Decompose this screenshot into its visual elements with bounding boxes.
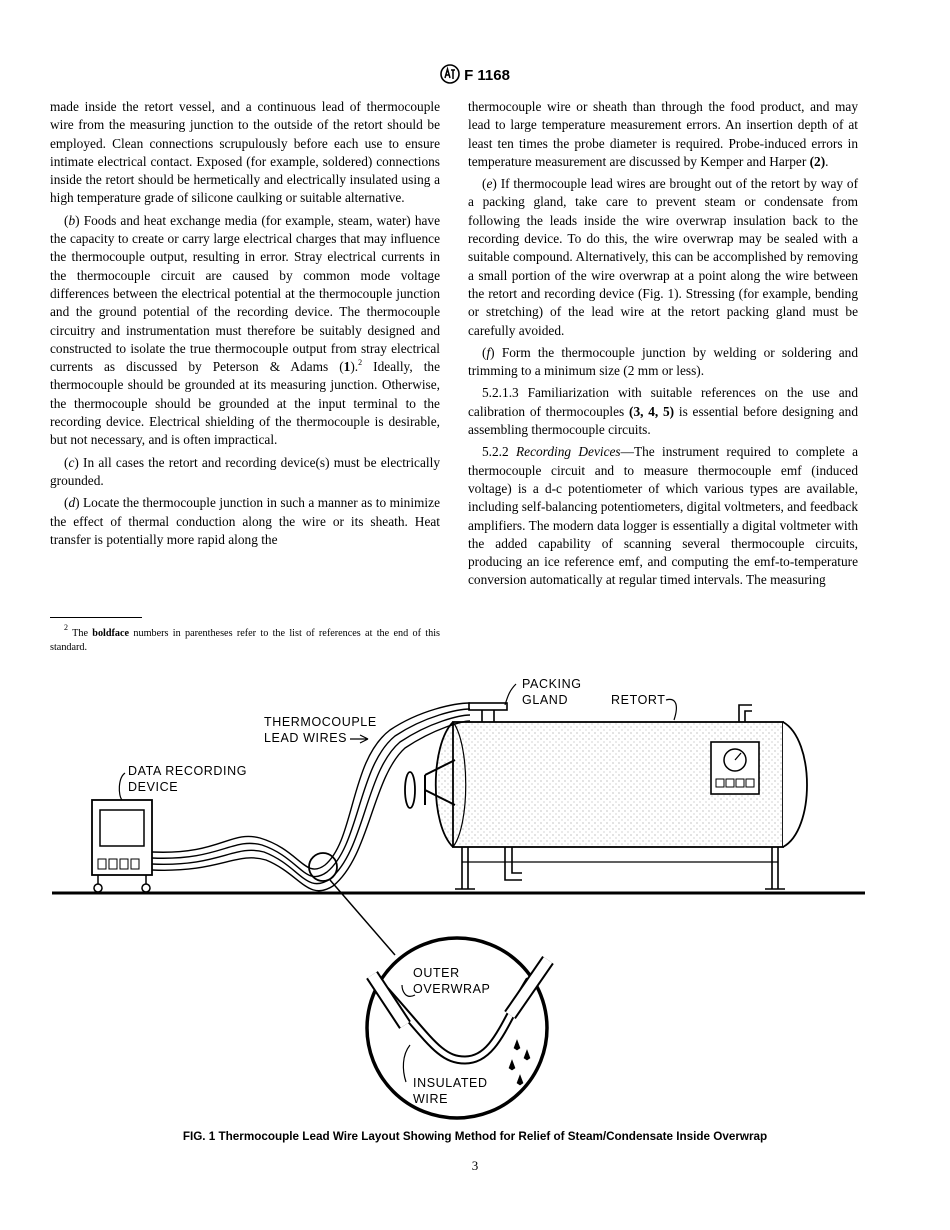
label-retort: RETORT (611, 693, 666, 707)
label-data-recording: DATA RECORDING (128, 764, 248, 778)
data-recording-device (92, 800, 152, 892)
label-device: DEVICE (128, 780, 179, 794)
reference: 1 (343, 359, 351, 375)
retort-vessel (405, 705, 807, 889)
footnote-divider (50, 617, 142, 618)
label-outer: OUTER (413, 966, 460, 980)
reference: (2) (809, 153, 826, 169)
paragraph-b: (b) Foods and heat exchange media (for example, steam, water) have the capacity to create or carry large electrical charges that may influence the thermocouple output, resulting in error. Stray electrical currents in the thermocouple circuit are caused by common mode voltage differences between the electrical potential at the thermocouple junction and the ground potential of the recording device. The thermocouple circuitry and instrumentation must therefore be suitably designed and constructed to isolate the true thermocouple output from stray electrical currents as discussed by Peterson & Adams (1).$^2$ Ideally, the thermocouple should be grounded at its measuring junction. Otherwise, the thermocouple should be grounded at the input terminal to the recording device. Electrical shielding of the thermocouple is desirable, but not necessary, and is often impractical. (50, 212, 441, 448)
figure-1 (45, 664, 910, 1126)
standard-designation: F 1168 (464, 67, 510, 84)
paragraph-e: (e) If thermocouple lead wires are brought out of the retort by way of a packing gland, take care to prevent steam or condensate from following the leads inside the wire overwrap insulation back to the recording device. To do this, the wire overwrap may be sealed with a suitable compound. Alternatively, this can be accomplished by removing a small portion of the wire overwrap at a point along the wire between the retort and recording device (Fig. 1). Stressing (for example, bending or stretching) of the lead wire at the retort packing gland must be carefully avoided. (468, 176, 859, 338)
item-label: b (68, 212, 76, 228)
footnote-number: 2 (64, 623, 68, 632)
section-title: Recording Devices (516, 444, 621, 460)
right-column (468, 98, 858, 594)
paragraph: made inside the retort vessel, and a continuous lead of thermocouple wire from the measuring junction to the outside of the retort should be employed. Clean connections scrupulously before each use to ensure intimate electrical contact. Exposed (for example, soldered) connections inside the retort should be hermetically and electrically insulated using a high temperature grade of silicone caulking or suitable alternative. (50, 99, 440, 206)
paragraph-d: (d) Locate the thermocouple junction in such a manner as to minimize the effect of thermal conduction along the wire or its sheath. Heat transfer is potentially more rapid along the (50, 495, 440, 547)
figure-caption: FIG. 1 Thermocouple Lead Wire Layout Showing Method for Relief of Steam/Condensate Inside Overwrap (182, 1130, 768, 1143)
section-5-2-2: 5.2.2 Recording Devices—The instrument required to complete a thermocouple circuit and to measure thermocouple emf (induced voltage) is a d-c potentiometer of which various types are available, including self-balancing potentiometers, digital voltmeters, and feedback amplifiers. The modern data logger is essentially a digital voltmeter with the added capability of scanning several thermocouple circuits, producing an ice reference emf, and computing the emf-to-temperature conversion automatically at regular timed intervals. The measuring (468, 444, 858, 588)
detail-view (367, 938, 548, 1118)
section-5-2-1-3: 5.2.1.3 Familiarization with suitable references on the use and calibration of thermocouples (3, 4, 5) is essential before designing and assembling thermocouple circuits. (468, 385, 858, 438)
paragraph-c: (c) In all cases the retort and recording device(s) must be electrically grounded. (50, 454, 440, 488)
page-number: 3 (471, 1158, 479, 1173)
footnote-marker: 2 (358, 358, 363, 368)
label-thermocouple: THERMOCOUPLE (264, 715, 377, 729)
footnote: $^2$ The boldface numbers in parentheses refer to the list of references at the end of this standard. (50, 623, 440, 653)
reference: (3, 4, 5) (629, 403, 675, 419)
label-lead-wires: LEAD WIRES (264, 731, 348, 745)
item-label: c (68, 454, 75, 470)
item-label: f (486, 344, 491, 360)
paragraph: thermocouple wire or sheath than through the food product, and may lead to large temperature measurement errors. An insertion depth of at least ten times the probe diameter is required. Probe-induced errors in temperature measurement are discussed by Kemper and Harper (2). (468, 99, 858, 169)
item-label: e (486, 176, 493, 192)
label-gland: GLAND (522, 693, 569, 707)
left-column (50, 98, 440, 553)
label-insulated: INSULATED (413, 1076, 488, 1090)
label-packing: PACKING (522, 677, 582, 691)
label-wire: WIRE (413, 1092, 449, 1106)
label-overwrap: OVERWRAP (413, 982, 491, 996)
item-label: d (68, 495, 76, 511)
packing-gland (469, 703, 507, 722)
paragraph-f: (f) Form the thermocouple junction by welding or soldering and trimming to a minimum size (2 mm or less). (468, 344, 858, 379)
astm-logo-icon (440, 64, 460, 84)
page-header (0, 64, 950, 84)
